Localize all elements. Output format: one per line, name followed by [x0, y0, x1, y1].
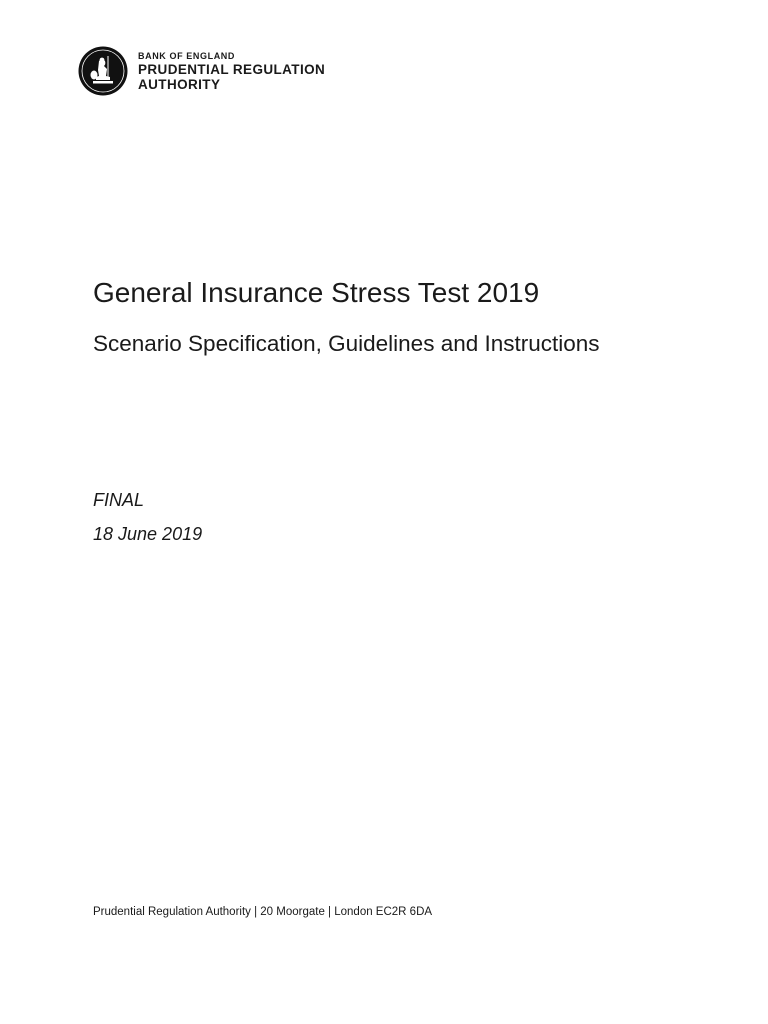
org-name-line-2: PRUDENTIAL REGULATION	[138, 61, 326, 77]
org-name-line-1: BANK OF ENGLAND	[138, 50, 235, 61]
document-title: General Insurance Stress Test 2019	[93, 277, 540, 308]
document-subtitle: Scenario Specification, Guidelines and Instructions	[93, 331, 600, 356]
org-name-line-3: AUTHORITY	[138, 76, 221, 92]
bank-seal-icon	[78, 46, 128, 96]
organisation-logo	[78, 46, 325, 96]
document-date: 18 June 2019	[93, 524, 203, 544]
organisation-name	[138, 51, 325, 92]
document-status: FINAL	[93, 490, 145, 510]
footer-address: Prudential Regulation Authority | 20 Moorgate | London EC2R 6DA	[93, 906, 433, 918]
